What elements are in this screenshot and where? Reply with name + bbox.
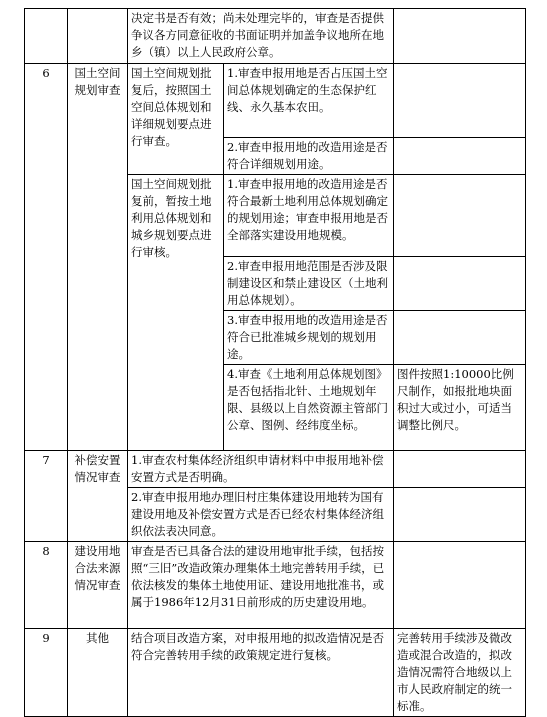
- review-item: 建设用地合法来源情况审查: [68, 542, 128, 629]
- review-point: 1.审查申报用地的改造用途是否符合最新土地利用总体规划确定的规划用途；审查申报用地是否全部落实建设用地规模。: [224, 175, 394, 257]
- note-cell: [394, 257, 526, 311]
- review-point: 2.审查申报用地的改造用途是否符合详细规划用途。: [224, 138, 394, 175]
- row-number: 6: [25, 64, 68, 451]
- table-row: [25, 542, 526, 629]
- table-row: [25, 9, 526, 64]
- review-item: 国土空间规划审查: [68, 64, 128, 451]
- note-cell: [394, 138, 526, 175]
- table-row: [25, 451, 526, 488]
- review-basis: 国土空间规划批复前，暂按土地利用总体规划和城乡规划要点进行审核。: [128, 175, 224, 451]
- review-point: 1.审查申报用地是否占压国土空间总体规划确定的生态保护红线、永久基本农田。: [224, 64, 394, 138]
- review-item: 其他: [68, 629, 128, 717]
- review-basis: 国土空间规划批复后，按照国土空间总体规划和详细规划要点进行审查。: [128, 64, 224, 175]
- review-item: 补偿安置情况审查: [68, 451, 128, 542]
- item-cell: [68, 9, 128, 64]
- table-row: [25, 64, 526, 138]
- note-cell: 图件按照1:10000比例尺制作，如报批地块面积过大或过小，可适当调整比例尺。: [394, 365, 526, 451]
- note-cell: [394, 175, 526, 257]
- review-content: 结合项目改造方案，对申报用地的拟改造情况是否符合完善转用手续的政策规定进行复核。: [128, 629, 394, 717]
- number-cell: [25, 9, 68, 64]
- note-cell: 完善转用手续涉及微改造或混合改造的，拟改造情况需符合地级以上市人民政府制定的统一标准。: [394, 629, 526, 717]
- note-cell: [394, 542, 526, 629]
- note-cell: [394, 451, 526, 488]
- note-cell: [394, 311, 526, 365]
- review-point: 4.审查《土地利用总体规划图》是否包括指北针、土地规划年限、县级以上自然资源主管部门公章、图例、经纬度坐标。: [224, 365, 394, 451]
- review-point: 2.审查申报用地办理旧村庄集体建设用地转为国有建设用地及补偿安置方式是否已经农村集体经济组织依法表决同意。: [128, 488, 394, 542]
- review-content: 审查是否已具备合法的建设用地审批手续，包括按照“三旧”改造政策办理集体土地完善转用手续，已依法核发的集体土地使用证、建设用地批准书，或属于1986年12月31日前形成的历史建设用地。: [128, 542, 394, 629]
- note-cell: [394, 9, 526, 64]
- row-number: 7: [25, 451, 68, 542]
- review-point: 1.审查农村集体经济组织申请材料中申报用地补偿安置方式是否明确。: [128, 451, 394, 488]
- review-point: 3.审查申报用地的改造用途是否符合已批准城乡规划的规划用途。: [224, 311, 394, 365]
- review-content-cell: 决定书是否有效；尚未处理完毕的，审查是否提供争议各方同意征收的书面证明并加盖争议地所在地乡（镇）以上人民政府公章。: [128, 9, 394, 64]
- review-table: [24, 8, 526, 717]
- table-row: [25, 629, 526, 717]
- row-number: 9: [25, 629, 68, 717]
- note-cell: [394, 64, 526, 138]
- note-cell: [394, 488, 526, 542]
- row-number: 8: [25, 542, 68, 629]
- review-point: 2.审查申报用地范围是否涉及限制建设区和禁止建设区（土地利用总体规划）。: [224, 257, 394, 311]
